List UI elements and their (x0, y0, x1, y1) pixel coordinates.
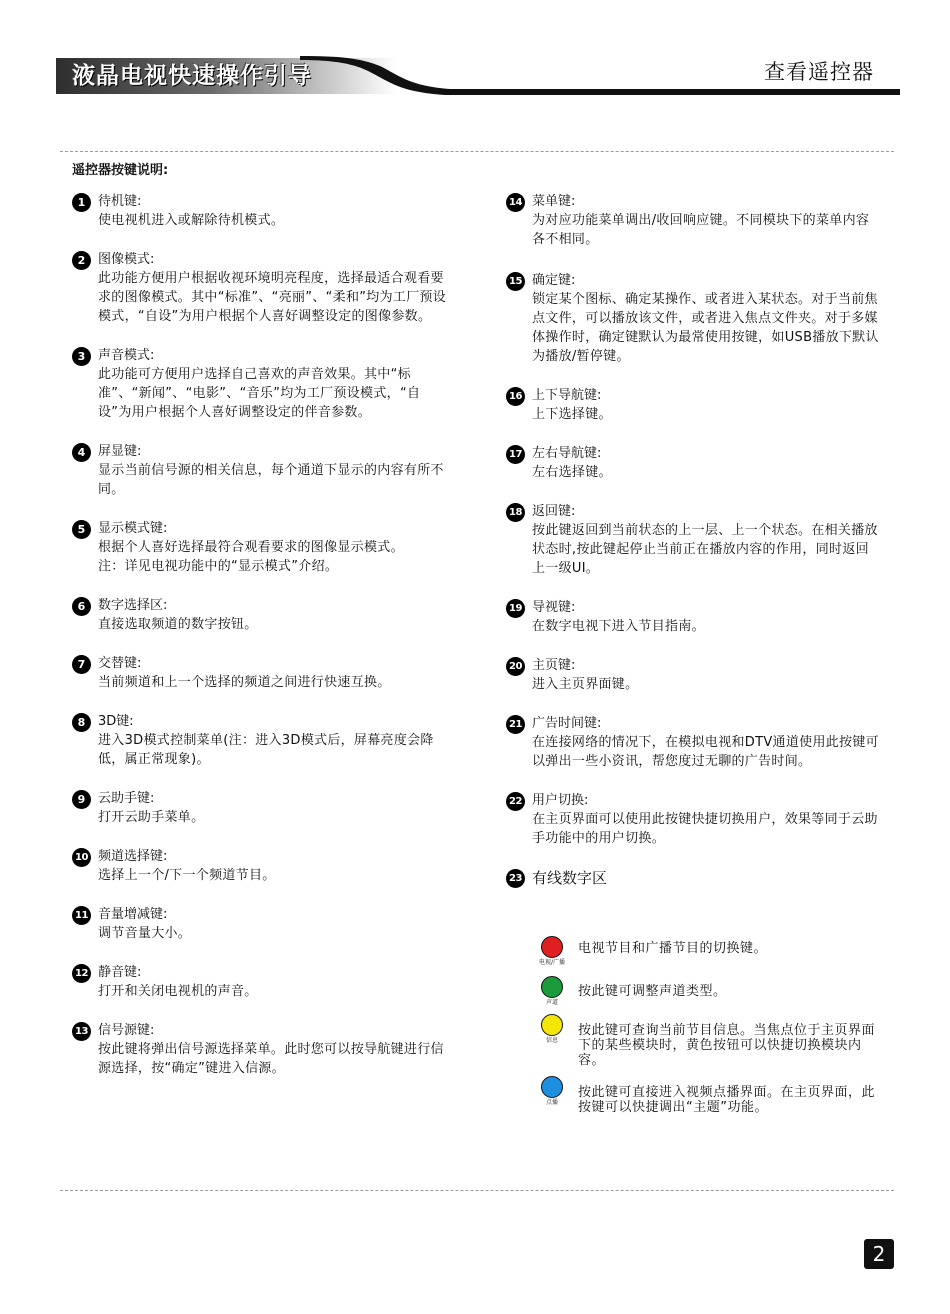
number-badge: 8 (72, 713, 91, 732)
item-desc: 进入主页界面键。 (532, 677, 639, 692)
item-desc: 此功能方便用户根据收视环境明亮程度，选择最适合观看要求的图像模式。其中“标准”、“亮丽”、“柔和”均为工厂预设模式，“自设”为用户根据个人喜好调整设定的图像参数。 (98, 271, 447, 324)
item-desc: 在数字电视下进入节目指南。 (532, 619, 705, 634)
red-button-icon (541, 936, 563, 958)
item-title: 音量增减键: (98, 907, 168, 922)
number-badge: 20 (506, 657, 525, 676)
list-item (72, 519, 450, 576)
item-desc: 显示当前信号源的相关信息，每个通道下显示的内容有所不同。 (98, 463, 444, 497)
number-badge: 15 (506, 272, 525, 291)
item-title: 主页键: (532, 658, 576, 673)
item-title: 显示模式键: (98, 521, 168, 536)
yellow-button-icon (541, 1014, 563, 1036)
item-title: 左右导航键: (532, 446, 602, 461)
button-desc: 按此键可直接进入视频点播界面。在主页界面，此按键可以快捷调出“主题”功能。 (578, 1085, 876, 1115)
item-title: 上下导航键: (532, 388, 602, 403)
item-desc: 根据个人喜好选择最符合观看要求的图像显示模式。 (98, 540, 404, 555)
item-desc: 打开和关闭电视机的声音。 (98, 984, 258, 999)
list-item (72, 654, 450, 692)
item-desc: 在主页界面可以使用此按键快捷切换用户，效果等同于云助手功能中的用户切换。 (532, 812, 878, 846)
top-divider (60, 151, 894, 152)
item-title: 菜单键: (532, 194, 576, 209)
item-title: 声音模式: (98, 348, 155, 363)
number-badge: 2 (72, 251, 91, 270)
list-item (506, 386, 882, 424)
number-badge: 4 (72, 443, 91, 462)
guide-title: 液晶电视快速操作引导 (72, 63, 312, 89)
item-title: 导视键: (532, 600, 576, 615)
list-item (506, 656, 882, 694)
item-desc: 按此键将弹出信号源选择菜单。此时您可以按导航键进行信源选择，按“确定”键进入信源。 (98, 1042, 444, 1076)
list-item (72, 789, 450, 827)
list-item (506, 271, 882, 366)
item-title: 确定键: (532, 273, 576, 288)
list-item (506, 598, 882, 636)
button-desc: 电视节目和广播节目的切换键。 (578, 941, 768, 956)
item-title: 屏显键: (98, 444, 142, 459)
right-column (506, 192, 882, 889)
number-badge: 17 (506, 445, 525, 464)
number-badge: 3 (72, 347, 91, 366)
item-desc: 打开云助手菜单。 (98, 810, 205, 825)
left-column (72, 192, 450, 1078)
number-badge: 16 (506, 387, 525, 406)
list-item (72, 963, 450, 1001)
item-title: 频道选择键: (98, 849, 168, 864)
list-item (72, 192, 450, 230)
item-desc: 在连接网络的情况下，在模拟电视和DTV通道使用此按键可以弹出一些小资讯，帮您度过无聊的广告时间。 (532, 735, 879, 769)
item-title: 静音键: (98, 965, 142, 980)
list-item (506, 192, 882, 249)
number-badge: 13 (72, 1022, 91, 1041)
item-desc: 当前频道和上一个选择的频道之间进行快速互换。 (98, 675, 391, 690)
number-badge: 22 (506, 792, 525, 811)
page-heading: 遥控器按键说明: (72, 163, 169, 178)
item-title: 待机键: (98, 194, 142, 209)
list-item (506, 714, 882, 771)
button-label: 信息 (545, 1037, 558, 1044)
number-badge: 23 (506, 869, 525, 888)
color-button-row-red (534, 936, 878, 967)
blue-button-icon (541, 1076, 563, 1098)
number-badge: 14 (506, 193, 525, 212)
list-item (506, 444, 882, 482)
list-item (72, 442, 450, 499)
item-title: 交替键: (98, 656, 142, 671)
item-title: 用户切换: (532, 793, 589, 808)
color-button-row-yellow (534, 1014, 878, 1068)
number-badge: 19 (506, 599, 525, 618)
list-item (506, 868, 882, 889)
button-desc: 按此键可调整声道类型。 (578, 984, 727, 999)
item-desc: 上下选择键。 (532, 407, 612, 422)
item-title: 有线数字区 (532, 869, 608, 887)
number-badge: 7 (72, 655, 91, 674)
green-button-icon (541, 976, 563, 998)
item-desc: 此功能可方便用户选择自己喜欢的声音效果。其中“标准”、“新闻”、“电影”、“音乐”均为工厂预设模式，“自设”为用户根据个人喜好调整设定的伴音参数。 (98, 367, 421, 420)
number-badge: 9 (72, 790, 91, 809)
list-item (72, 250, 450, 326)
list-item (72, 596, 450, 634)
item-title: 广告时间键: (532, 716, 602, 731)
item-desc: 直接选取频道的数字按钮。 (98, 617, 258, 632)
item-desc: 调节音量大小。 (98, 926, 192, 941)
item-title: 云助手键: (98, 791, 155, 806)
list-item (506, 502, 882, 578)
button-desc: 按此键可查询当前节目信息。当焦点位于主页界面下的某些模块时，黄色按钮可以快捷切换模块内容。 (578, 1023, 876, 1068)
color-button-row-green (534, 976, 878, 1007)
list-item (72, 1021, 450, 1078)
page-number: 2 (864, 1239, 894, 1269)
item-title: 图像模式: (98, 252, 155, 267)
item-desc: 锁定某个图标、确定某操作、或者进入某状态。对于当前焦点文件，可以播放该文件，或者进入焦点文件夹。对于多媒体操作时，确定键默认为最常使用按键，如USB播放下默认为播放/暂停键。 (532, 292, 879, 364)
item-desc: 进入3D模式控制菜单(注：进入3D模式后，屏幕亮度会降低，属正常现象)。 (98, 733, 434, 767)
item-desc: 左右选择键。 (532, 465, 612, 480)
item-desc: 按此键返回到当前状态的上一层、上一个状态。在相关播放状态时,按此键起停止当前正在播放内容的作用，同时返回上一级UI。 (532, 523, 878, 576)
item-title: 数字选择区: (98, 598, 168, 613)
item-desc: 为对应功能菜单调出/收回响应键。不同模块下的菜单内容各不相同。 (532, 213, 870, 247)
list-item (72, 712, 450, 769)
number-badge: 12 (72, 964, 91, 983)
number-badge: 10 (72, 848, 91, 867)
bottom-divider (60, 1190, 894, 1191)
number-badge: 1 (72, 193, 91, 212)
list-item (72, 847, 450, 885)
number-badge: 5 (72, 520, 91, 539)
number-badge: 18 (506, 503, 525, 522)
item-desc: 使电视机进入或解除待机模式。 (98, 213, 285, 228)
section-title: 查看遥控器 (764, 60, 874, 84)
button-label: 电视/广播 (538, 959, 566, 966)
item-title: 信号源键: (98, 1023, 155, 1038)
item-desc: 选择上一个/下一个频道节目。 (98, 868, 276, 883)
item-note: 注：详见电视功能中的“显示模式”介绍。 (98, 559, 339, 574)
color-button-row-blue (534, 1076, 878, 1115)
number-badge: 6 (72, 597, 91, 616)
item-title: 返回键: (532, 504, 576, 519)
number-badge: 21 (506, 715, 525, 734)
button-label: 点播 (545, 1099, 558, 1106)
number-badge: 11 (72, 906, 91, 925)
item-title: 3D键: (98, 714, 134, 729)
list-item (72, 346, 450, 422)
list-item (506, 791, 882, 848)
list-item (72, 905, 450, 943)
button-label: 声道 (545, 999, 558, 1006)
